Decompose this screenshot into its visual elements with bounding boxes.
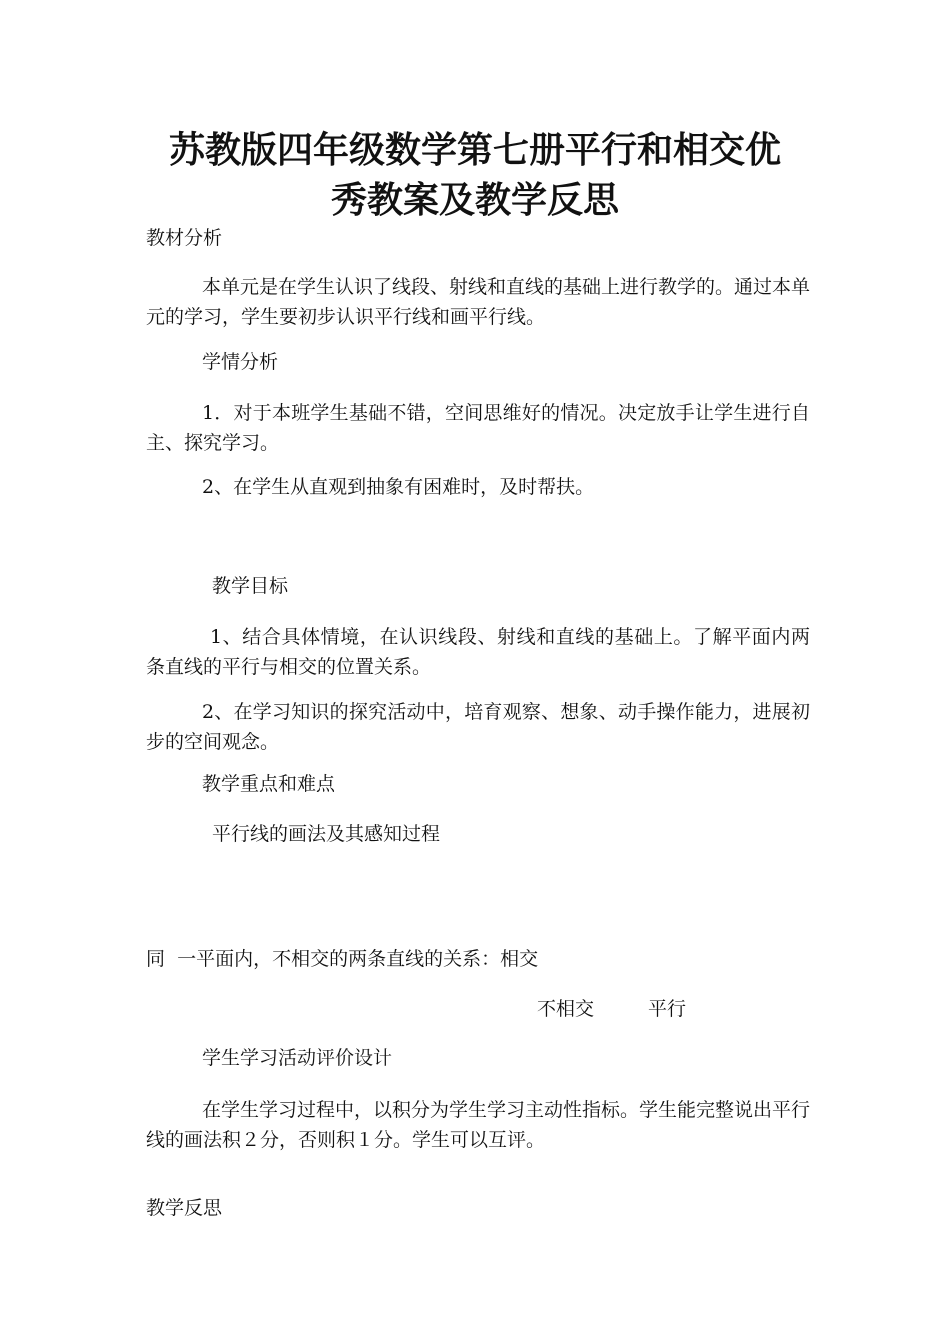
teaching-goal-1: 1、结合具体情境，在认识线段、射线和直线的基础上。了解平面内两条直线的平行与相交的位置关系。 [146,626,810,678]
relation-option-parallel: 平行 [648,998,687,1020]
relation-option-not-intersecting: 不相交 [537,998,595,1020]
learner-analysis-point-2: 2、在学生从直观到抽象有困难时，及时帮扶。 [202,476,595,498]
document-title-line-1: 苏教版四年级数学第七册平行和相交优 [168,130,781,171]
document-title-line-2: 秀教案及教学反思 [330,180,619,221]
key-points-text: 平行线的画法及其感知过程 [212,823,441,845]
key-points-heading: 教学重点和难点 [202,773,336,795]
teaching-reflection-heading: 教学反思 [146,1197,223,1219]
evaluation-heading: 学生学习活动评价设计 [202,1047,393,1069]
material-analysis-heading: 教材分析 [146,227,223,249]
teaching-goal-2: 2、在学习知识的探究活动中，培育观察、想象、动手操作能力，进展初步的空间观念。 [146,701,810,753]
teaching-goals-heading: 教学目标 [212,575,289,597]
evaluation-text: 在学生学习过程中，以积分为学生学习主动性指标。学生能完整说出平行线的画法积２分，否则积１分。学生可以互评。 [146,1099,811,1151]
learner-analysis-point-1: 1．对于本班学生基础不错，空间思维好的情况。决定放手让学生进行自主、探究学习。 [146,402,810,454]
material-analysis-text: 本单元是在学生认识了线段、射线和直线的基础上进行教学的。通过本单元的学习，学生要初步认识平行线和画平行线。 [146,276,811,328]
relation-line: 同 一平面内，不相交的两条直线的关系：相交 [146,948,539,970]
learner-analysis-heading: 学情分析 [202,351,279,373]
